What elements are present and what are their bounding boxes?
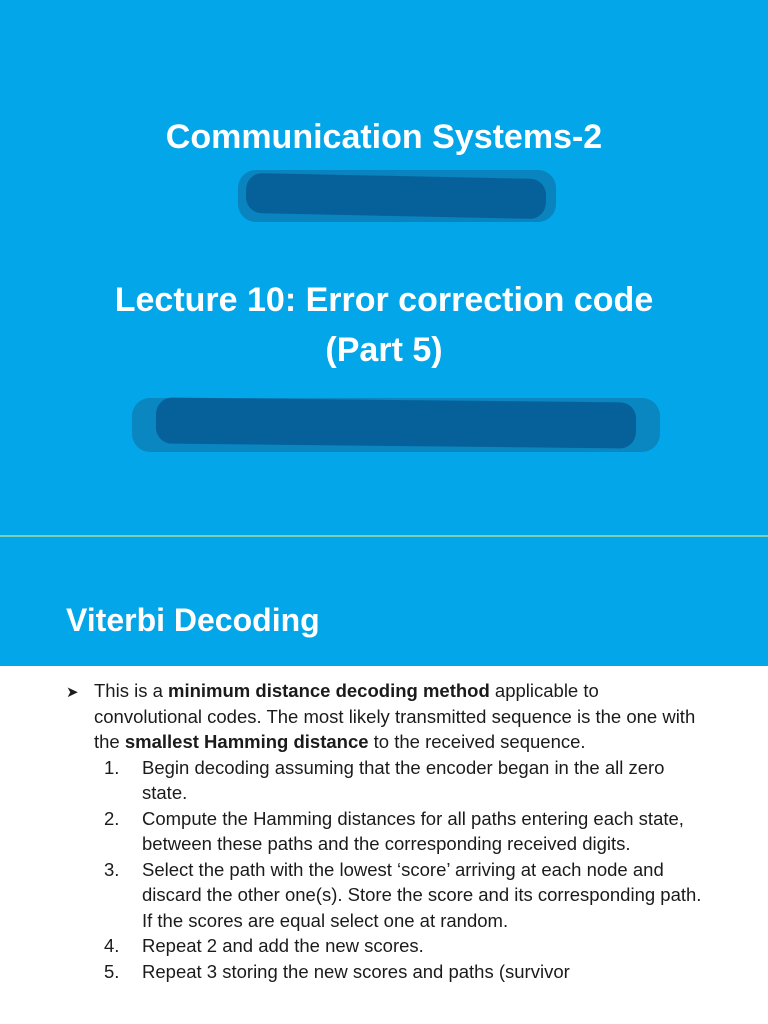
- bullet-text-part: applicable to convolutional codes. The most likely transmitted sequence is the one with the: [94, 680, 696, 752]
- step-number: 5.: [104, 960, 120, 982]
- redaction-mark: [246, 173, 547, 219]
- bullet-text-part: to the received sequence.: [368, 731, 586, 752]
- step-text: Select the path with the lowest ‘score’ arriving at each node and discard the other one(s). Store the score and its corresponding path. If the scores are equal select one at random.: [142, 858, 702, 931]
- bullet-text: [94, 678, 706, 755]
- lecture-title: [0, 275, 768, 375]
- content-slide-header: [0, 537, 768, 666]
- bullet-text-part: This is a: [94, 680, 169, 701]
- step-number: 2.: [104, 807, 120, 829]
- step-number: 1.: [104, 756, 120, 778]
- step-text: Repeat 3 storing the new scores and paths (survivor: [142, 960, 570, 982]
- step-number: 4.: [104, 935, 120, 956]
- list-item: [66, 755, 706, 806]
- list-item: [66, 959, 706, 985]
- bullet-point: [66, 678, 706, 755]
- step-text: Repeat 2 and add the new scores.: [142, 935, 424, 956]
- step-text: Begin decoding assuming that the encoder began in the all zero state.: [142, 756, 665, 803]
- lecture-title-line1: Lecture 10: Error correction code: [114, 281, 654, 319]
- course-title: Communication Systems-2: [165, 118, 603, 156]
- bullet-bold-term: smallest Hamming distance: [124, 731, 369, 752]
- redaction-mark: [156, 397, 636, 448]
- list-item: [66, 857, 706, 934]
- steps-list: [66, 755, 706, 985]
- slide-title: Viterbi Decoding: [66, 602, 320, 638]
- arrow-bullet-icon: ➤: [66, 684, 79, 701]
- bullet-bold-term: minimum distance decoding method: [168, 680, 490, 701]
- list-item: [66, 933, 706, 959]
- slide-content: [66, 678, 706, 984]
- step-number: 3.: [104, 858, 120, 880]
- list-item: [66, 806, 706, 857]
- step-text: Compute the Hamming distances for all paths entering each state, between these paths and the corresponding received digits.: [142, 807, 684, 854]
- lecture-title-line2: (Part 5): [325, 331, 443, 369]
